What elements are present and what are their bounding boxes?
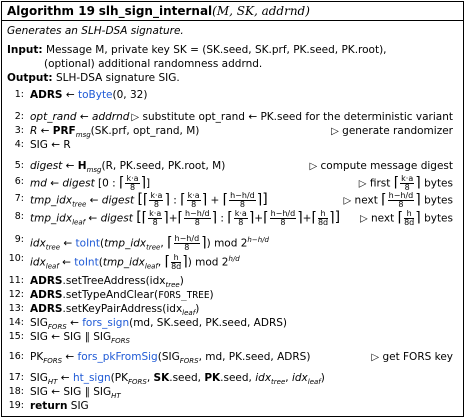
output-line: Output: SLH-DSA signature SIG. [7, 72, 180, 84]
algorithm-label: Algorithm 19 [7, 4, 95, 18]
algorithm-header: Algorithm 19 slh_sign_internal(M, SK, addrnd) [2, 2, 463, 21]
algorithm-name: slh_sign_internal [98, 4, 213, 18]
algorithm-description: Generates an SLH-DSA signature. [7, 25, 184, 37]
input-line-1: Input: Message M, private key SK = (SK.seed, SK.prf, PK.seed, PK.root), [7, 44, 387, 56]
algorithm-box: Algorithm 19 slh_sign_internal(M, SK, addrnd) Generates an SLH-DSA signature. Input: Message M, private key SK = (SK.seed, SK.prf, PK.seed, PK.root), (optional) additional randomness addrnd. Output: SLH-DSA signature SIG. 1: ADRS ← toByte(0, 32) 2: opt_rand ← addrnd ▷ substitute opt_rand ← PK.seed for the deterministic variant 3: R ← $PRF_{msg}(SK.prf$, opt_rand, M) ▷ generate randomizer 4: SIG ← R 5: digest ← $H_{msg}(R$, PK.seed, PK.root, M) ▷ compute message digest 6: md ← digest [0 : ⌈ $\frac{k\cdot a}{8}$ ⌉] ▷ first ⌈ $\frac{k\cdot a}{8}$ ⌉ bytes 7: tmp_idx$_{tree}$ ← digest [⌈ $\frac{k\cdot a}{8}$ ⌉ : ⌈ $\frac{k\cdot a}{8}$ ⌉ + ⌈ $\frac{h-h/d}{8}$ ⌉] ▷ next ⌈ $\frac{h-h/d}{8}$ ⌉ bytes 8: tmp_idx$_{leaf}$ ← digest [⌈ $\frac{k\cdot a}{8}$ ⌉+⌈ $\frac{h-h/d}{8}$ ⌉ : ⌈ $\frac{k\cdot a}{8}$ ⌉+⌈ $\frac{h-h/d}{8}$ ⌉+⌈ $\frac{h}{8d}$ ⌉] ▷ next ⌈ $\frac{h}{8d}$ ⌉ bytes 9: idx$_{tree}$ ← toInt(tmp_idx$_{tree}$, ⌈ $\frac{h-h/d}{8}$ ⌉) mod $2^{h-h/d}$ 10: idx$_{leaf}$ ← toInt(tmp_idx$_{leaf}$, ⌈ $\frac{h}{8d}$ ⌉) mod $2^{h/d}$ 11: ADRS.setTreeAddress(idx$_{tree}$) 12: ADRS.setTypeAndClear(FORS_TREE) 13: ADRS.setKeyPairAddress(idx$_{leaf}$) 14: $SIG_{FORS}$ ← fors_sign(md, SK.seed, PK.seed, ADRS) 15: SIG ← SIG ∥ $SIG_{FORS}$ 16: $PK_{FORS}$ ← $fors\_pkFromSig(SIG_{FORS}$, md, PK.seed, ADRS) ▷ get FORS key 17: $SIG_{HT}$ ← $ht\_sign(PK_{FORS}$, SK.seed, PK.seed, idx$_{tree}$, idx$_{leaf}$) 18: SIG ← SIG ∥ $SIG_{HT}$ 19: return SIG [1, 1, 464, 417]
algorithm-params: M, SK, addrnd [216, 4, 306, 18]
comment-triangle-icon: ▷ [309, 161, 318, 172]
comment-triangle-icon: ▷ [131, 112, 140, 123]
tobyte-fn: toByte [77, 89, 113, 101]
input-line-2: (optional) additional randomness addrnd. [44, 58, 263, 70]
comment-triangle-icon: ▷ [331, 126, 339, 137]
